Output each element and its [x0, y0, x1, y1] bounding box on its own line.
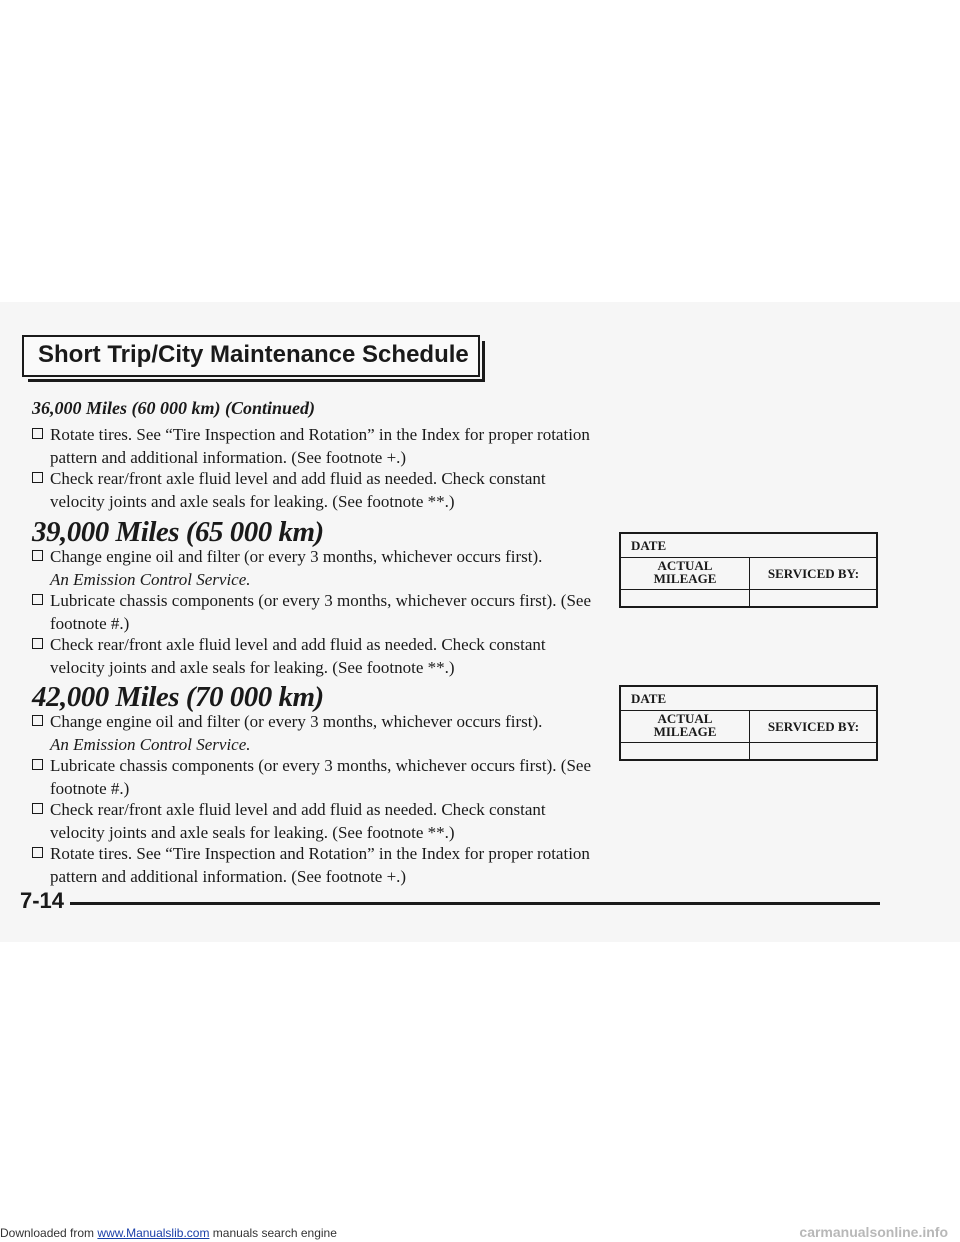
- item-text: Rotate tires. See “Tire Inspection and Rotation” in the Index for proper rotation pattern and additional information. (See footnote +.): [50, 844, 590, 886]
- item-text: Lubricate chassis components (or every 3 months, whichever occurs first). (See footnote #.): [50, 591, 591, 633]
- checklist-item: [32, 589, 592, 635]
- section-heading-36000: 36,000 Miles (60 000 km) (Continued): [32, 398, 316, 418]
- checklist-item: [32, 633, 592, 679]
- section-heading-42000: 42,000 Miles (70 000 km): [32, 681, 324, 713]
- checklist-item: [32, 545, 592, 591]
- mileage-label-2: MILEAGE: [653, 724, 717, 739]
- checklist-item: [32, 467, 592, 513]
- site-watermark: carmanualsonline.info: [799, 1224, 948, 1240]
- manualslib-link[interactable]: www.Manualslib.com: [97, 1226, 210, 1240]
- page-title: Short Trip/City Maintenance Schedule: [38, 341, 469, 368]
- footer-rule: [70, 902, 880, 905]
- checkbox[interactable]: [32, 594, 43, 605]
- mileage-label-2: MILEAGE: [653, 571, 717, 586]
- checklist-item: [32, 710, 592, 756]
- service-record-table: [619, 532, 878, 608]
- page-number: 7-14: [20, 888, 65, 913]
- item-text: Rotate tires. See “Tire Inspection and Rotation” in the Index for proper rotation pattern and additional information. (See footnote +.): [50, 425, 590, 467]
- checkbox[interactable]: [32, 803, 43, 814]
- item-text: Change engine oil and filter (or every 3 months, whichever occurs first).: [50, 547, 543, 566]
- item-text: Check rear/front axle fluid level and add fluid as needed. Check constant velocity joints and axle seals for leaking. (See footnote **.): [50, 469, 546, 511]
- mileage-label: ACTUAL: [657, 558, 713, 573]
- watermark-suffix: manuals search engine: [212, 1226, 337, 1240]
- checklist-item: [32, 423, 592, 469]
- item-text: Check rear/front axle fluid level and add fluid as needed. Check constant velocity joints and axle seals for leaking. (See footnote **.): [50, 635, 546, 677]
- emission-note: An Emission Control Service.: [50, 735, 251, 754]
- service-record-table: [619, 685, 878, 761]
- checklist-item: [32, 798, 592, 844]
- checklist-item: [32, 754, 592, 800]
- section-heading-39000: 39,000 Miles (65 000 km): [32, 516, 324, 548]
- checkbox[interactable]: [32, 472, 43, 483]
- checkbox[interactable]: [32, 638, 43, 649]
- section-title-box: [22, 335, 480, 377]
- emission-note: An Emission Control Service.: [50, 570, 251, 589]
- download-watermark: [0, 1226, 337, 1240]
- checklist-item: [32, 842, 592, 888]
- serviced-by-label: SERVICED BY:: [767, 719, 860, 734]
- checkbox[interactable]: [32, 759, 43, 770]
- checkbox[interactable]: [32, 715, 43, 726]
- mileage-label: ACTUAL: [657, 711, 713, 726]
- watermark-prefix: Downloaded from: [0, 1226, 95, 1240]
- checkbox[interactable]: [32, 847, 43, 858]
- item-text: Change engine oil and filter (or every 3 months, whichever occurs first).: [50, 712, 543, 731]
- serviced-by-label: SERVICED BY:: [767, 566, 860, 581]
- checkbox[interactable]: [32, 428, 43, 439]
- item-text: Check rear/front axle fluid level and add fluid as needed. Check constant velocity joints and axle seals for leaking. (See footnote **.): [50, 800, 546, 842]
- checkbox[interactable]: [32, 550, 43, 561]
- item-text: Lubricate chassis components (or every 3 months, whichever occurs first). (See footnote #.): [50, 756, 591, 798]
- date-label: DATE: [631, 538, 667, 553]
- date-label: DATE: [631, 691, 667, 706]
